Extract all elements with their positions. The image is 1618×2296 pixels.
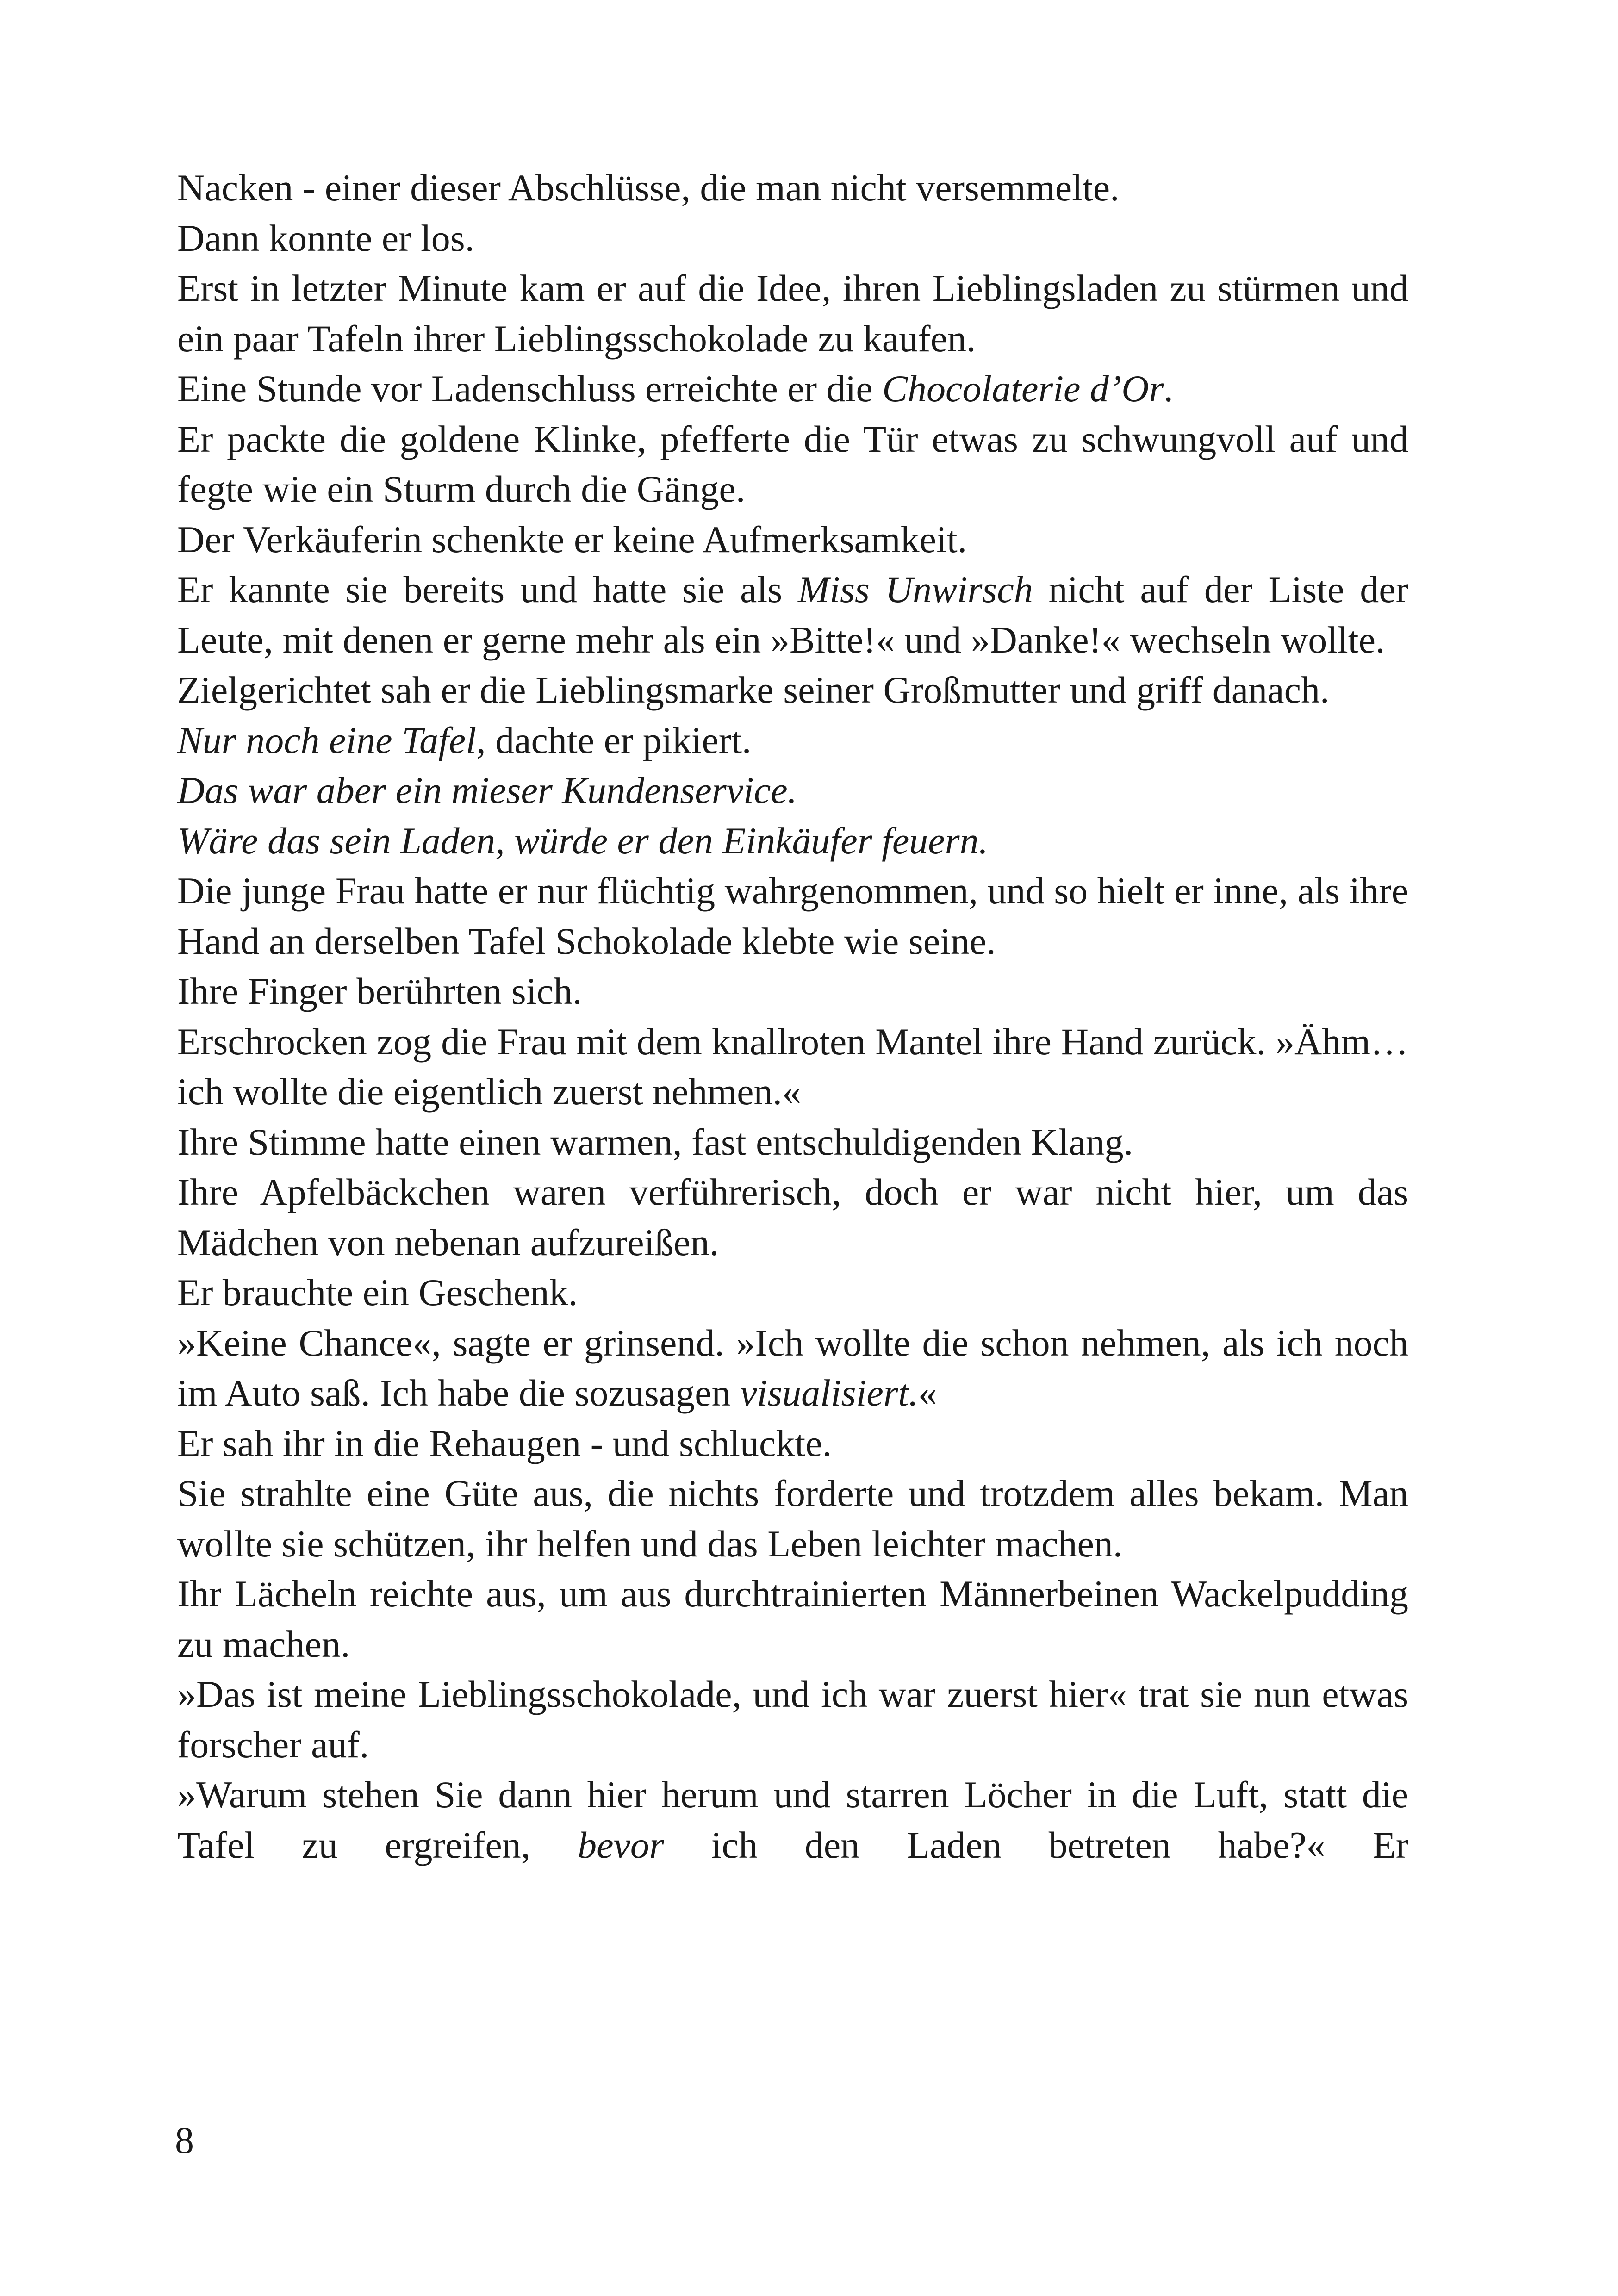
paragraph: [177, 1468, 1408, 1569]
text-run: »Das ist meine Lieblingsschokolade, und ich war zuerst hier« trat sie nun etwas forscher auf.: [177, 1673, 1408, 1766]
italic-text: Wäre das sein Laden, würde er den Einkäufer feuern.: [177, 819, 989, 862]
text-run: Er kannte sie bereits und hatte sie als: [177, 568, 798, 610]
text-run: Sie strahlte eine Güte aus, die nichts forderte und trotzdem alles bekam. Man wollte sie schützen, ihr helfen und das Leben leichter machen.: [177, 1472, 1408, 1565]
text-run: Der Verkäuferin schenkte er keine Aufmerksamkeit.: [177, 518, 967, 560]
paragraph: [177, 213, 1408, 264]
paragraph: [177, 1167, 1408, 1268]
paragraph: [177, 966, 1408, 1017]
paragraph: [177, 765, 1408, 816]
paragraph: [177, 1569, 1408, 1669]
paragraph: [177, 816, 1408, 866]
text-run: ich den Laden betreten habe?« Er: [664, 1823, 1409, 1866]
italic-text: visualisiert.: [740, 1372, 918, 1414]
paragraph: [177, 866, 1408, 966]
italic-text: bevor: [578, 1823, 664, 1866]
paragraph: [177, 1770, 1408, 1870]
text-run: Ihre Stimme hatte einen warmen, fast entschuldigenden Klang.: [177, 1120, 1133, 1163]
text-run: Ihre Finger berührten sich.: [177, 970, 582, 1012]
text-run: Nacken - einer dieser Abschlüsse, die man nicht versemmelte.: [177, 167, 1120, 209]
text-run: Die junge Frau hatte er nur flüchtig wahrgenommen, und so hielt er inne, als ihre Hand an derselben Tafel Schokolade klebte wie seine.: [177, 870, 1408, 962]
paragraph: [177, 414, 1408, 515]
text-run: Erschrocken zog die Frau mit dem knallroten Mantel ihre Hand zurück. »Ähm… ich wollte die eigentlich zuerst nehmen.«: [177, 1020, 1408, 1113]
text-run: Ihre Apfelbäckchen waren verführerisch, doch er war nicht hier, um das Mädchen von nebenan aufzureißen.: [177, 1171, 1408, 1263]
text-run: Eine Stunde vor Ladenschluss erreichte er die: [177, 367, 883, 410]
paragraph: [177, 1117, 1408, 1168]
text-run: Er packte die goldene Klinke, pfefferte die Tür etwas zu schwungvoll auf und fegte wie ein Sturm durch die Gänge.: [177, 417, 1408, 510]
page-number: 8: [175, 2119, 194, 2161]
paragraph: [177, 263, 1408, 364]
text-run: Erst in letzter Minute kam er auf die Idee, ihren Lieblingsladen zu stürmen und ein paar Tafeln ihrer Lieblingsschokolade zu kaufen.: [177, 267, 1408, 360]
text-run: «: [918, 1372, 937, 1414]
paragraph: [177, 716, 1408, 766]
italic-text: Miss Unwirsch: [798, 568, 1033, 610]
paragraph: [177, 1268, 1408, 1318]
text-run: Dann konnte er los.: [177, 217, 475, 259]
paragraph: [177, 565, 1408, 665]
text-run: .: [1164, 367, 1173, 410]
paragraph: [177, 1318, 1408, 1419]
text-run: Ihr Lächeln reichte aus, um aus durchtrainierten Männerbeinen Wackelpudding zu machen.: [177, 1573, 1408, 1665]
paragraph: [177, 1669, 1408, 1770]
text-run: nicht auf der Liste der Leute, mit denen er gerne mehr als ein »Bitte!« und »Danke!« wechseln wollte.: [177, 568, 1409, 661]
paragraph: [177, 1017, 1408, 1117]
paragraph: [177, 515, 1408, 565]
paragraph: [177, 1419, 1408, 1469]
italic-text: Chocolaterie d’Or: [882, 367, 1164, 410]
text-run: , dachte er pikiert.: [476, 719, 752, 761]
paragraph: [177, 163, 1408, 213]
paragraph: [177, 364, 1408, 414]
text-run: Er brauchte ein Geschenk.: [177, 1271, 578, 1313]
body-text: [177, 163, 1408, 1870]
italic-text: Das war aber ein mieser Kundenservice.: [177, 769, 797, 811]
text-run: Zielgerichtet sah er die Lieblingsmarke seiner Großmutter und griff danach.: [177, 669, 1330, 711]
italic-text: Nur noch eine Tafel: [177, 719, 477, 761]
text-run: Er sah ihr in die Rehaugen - und schluckte.: [177, 1422, 832, 1464]
text-run: »Keine Chance«, sagte er grinsend. »Ich wollte die schon nehmen, als ich noch im Auto saß. Ich habe die sozusagen: [177, 1321, 1408, 1414]
text-run: »Warum stehen Sie dann hier herum und starren Löcher in die Luft, statt die Tafel zu ergreifen,: [177, 1773, 1408, 1866]
paragraph: [177, 665, 1408, 716]
